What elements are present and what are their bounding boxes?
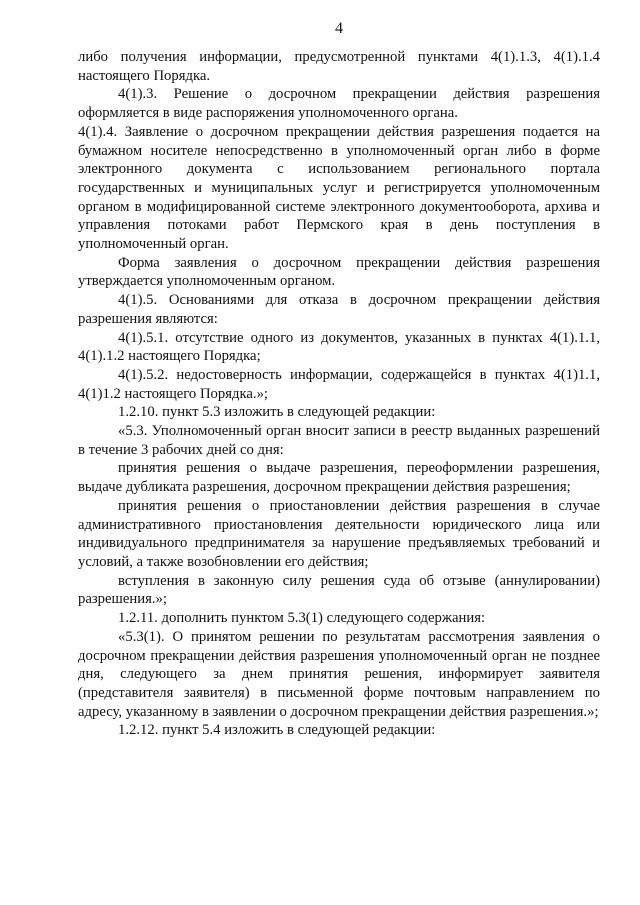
paragraph: 4(1).5.1. отсутствие одного из документов, указанных в пунктах 4(1).1.1, 4(1).1.2 настоящего Порядка;	[78, 329, 600, 365]
paragraph: 4(1).5. Основаниями для отказа в досрочном прекращении действия разрешения являются:	[78, 292, 600, 327]
paragraph: «5.3(1). О принятом решении по результатам рассмотрения заявления о досрочном прекращении действия разрешения уполномоченный орган не позднее дня, следующего за днем принятия решения, информирует заявителя (представителя заявителя) в письменной форме почтовым направлением по адресу, указанному в заявлении о досрочном прекращении действия разрешения.»;	[78, 628, 600, 720]
paragraph: либо получения информации, предусмотренной пунктами 4(1).1.3, 4(1).1.4 настоящего Порядка.	[78, 49, 600, 84]
page-number: 4	[335, 20, 343, 37]
paragraph: 4(1).5.2. недостоверность информации, содержащейся в пунктах 4(1)1.1, 4(1)1.2 настоящего Порядка.»;	[78, 366, 600, 402]
paragraph: 4(1).4. Заявление о досрочном прекращении действия разрешения подается на бумажном носителе непосредственно в уполномоченный орган либо в форме электронного документа с использованием регионального портала государственных и муниципальных услуг и регистрируется уполномоченным органом в модифицированной системе электронного документооборота, архива и управления потоками работ Пермского края в день поступления в уполномоченный орган.	[78, 123, 600, 253]
paragraph: Форма заявления о досрочном прекращении действия разрешения утверждается уполномоченным органом.	[78, 254, 600, 290]
paragraph: 4(1).3. Решение о досрочном прекращении действия разрешения оформляется в виде распоряжения уполномоченного органа.	[78, 86, 600, 122]
document-body	[78, 48, 600, 740]
paragraph: вступления в законную силу решения суда об отзыве (аннулировании) разрешения.»;	[78, 572, 600, 608]
paragraph: 1.2.11. дополнить пунктом 5.3(1) следующего содержания:	[118, 610, 486, 627]
paragraph: «5.3. Уполномоченный орган вносит записи в реестр выданных разрешений в течение 3 рабочих дней со дня:	[78, 423, 600, 458]
paragraph: 1.2.10. пункт 5.3 изложить в следующей редакции:	[118, 404, 436, 421]
paragraph: принятия решения о приостановлении действия разрешения в случае административного приостановления деятельности юридического лица или индивидуального предпринимателя за нарушение предъявляемых требований и условий, а также возобновлении его действия;	[78, 497, 600, 570]
paragraph: 1.2.12. пункт 5.4 изложить в следующей редакции:	[118, 722, 436, 739]
paragraph: принятия решения о выдаче разрешения, переоформлении разрешения, выдаче дубликата разрешения, досрочном прекращении действия разрешения;	[78, 460, 600, 496]
